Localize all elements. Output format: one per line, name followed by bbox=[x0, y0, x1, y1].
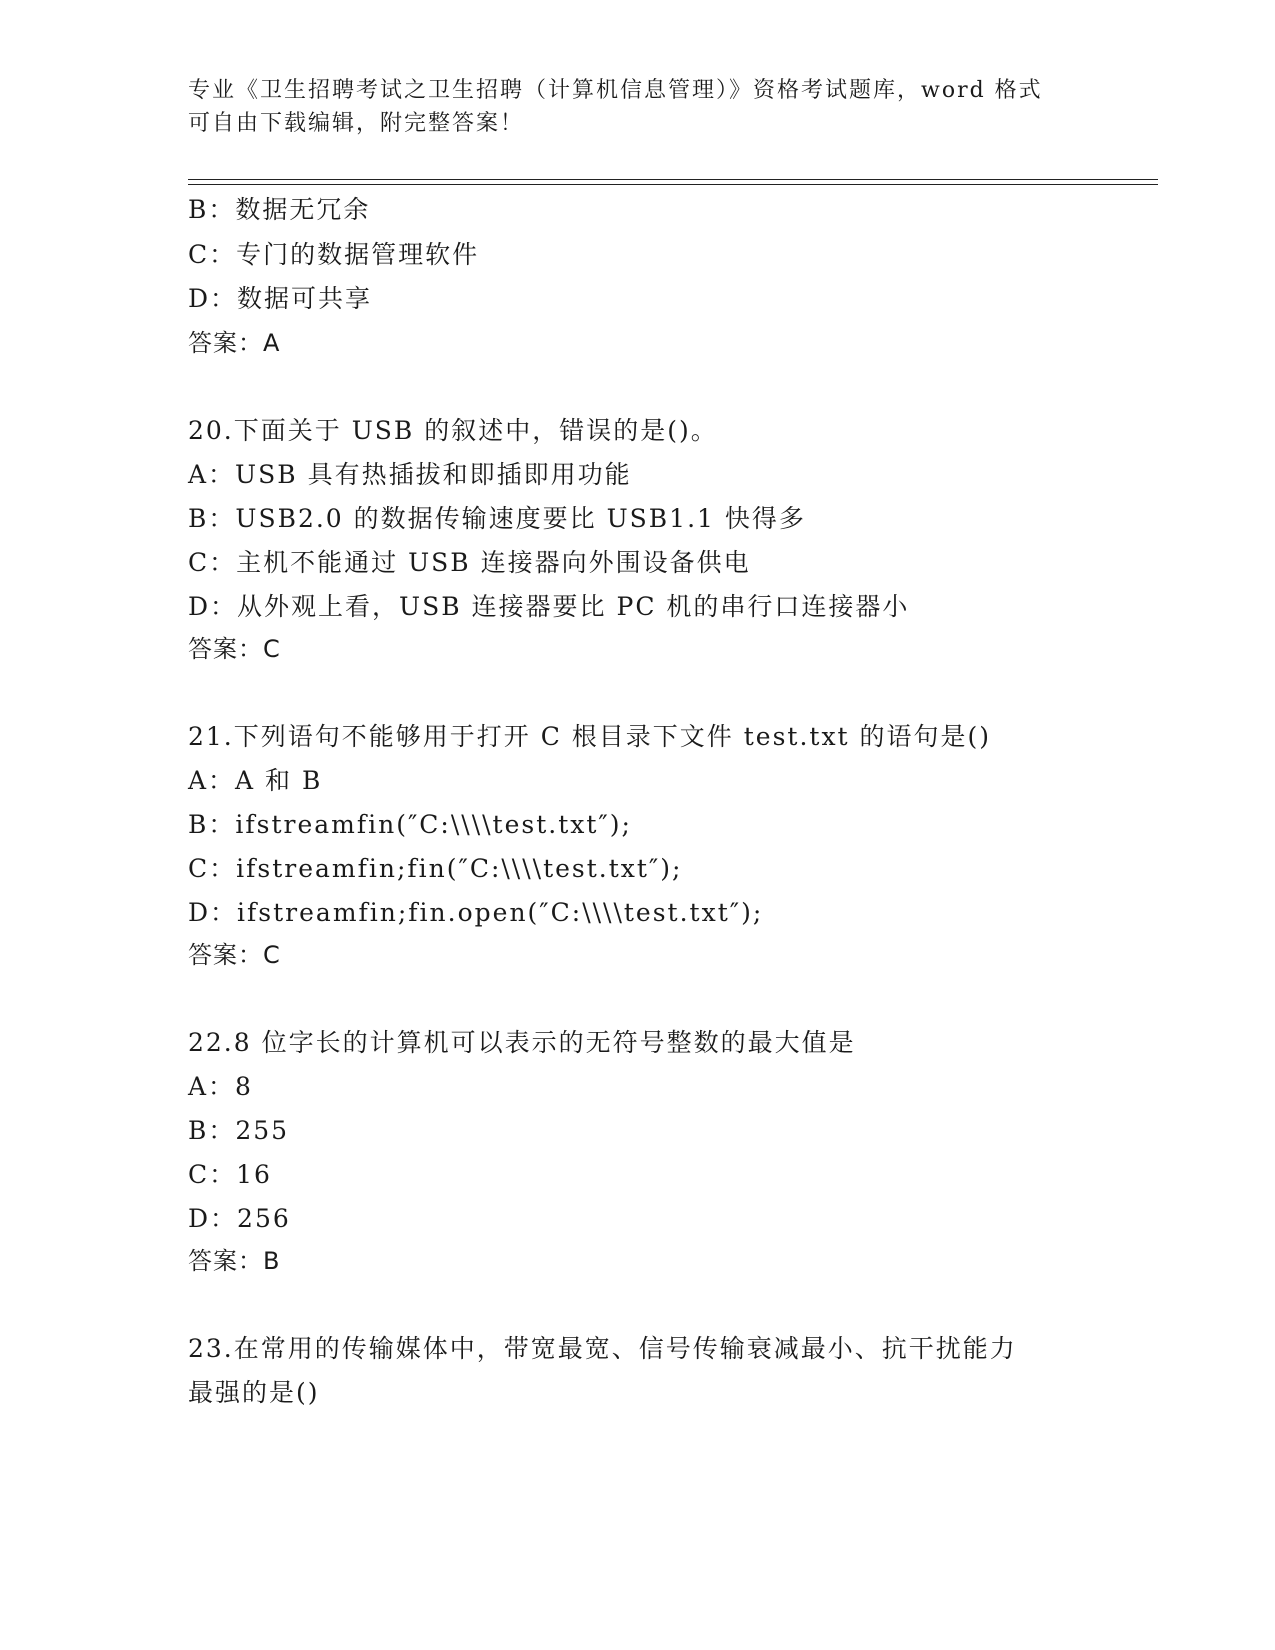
question-22-option-d: D：256 bbox=[188, 1204, 291, 1233]
question-23-stem-line-2: 最强的是() bbox=[188, 1378, 320, 1407]
header-line-2: 可自由下载编辑，附完整答案！ bbox=[188, 111, 525, 136]
document-header bbox=[188, 74, 1088, 140]
question-21-option-a: A：A 和 B bbox=[188, 766, 323, 795]
header-divider-top bbox=[188, 179, 1158, 180]
question-20-option-d: D：从外观上看，USB 连接器要比 PC 机的串行口连接器小 bbox=[188, 592, 910, 621]
question-22-option-a: A：8 bbox=[188, 1072, 253, 1101]
question-22-option-c: C：16 bbox=[188, 1160, 272, 1189]
question-21-answer: 答案：C bbox=[188, 941, 281, 969]
header-divider-bottom bbox=[188, 184, 1158, 185]
question-23-stem-line-1: 23.在常用的传输媒体中，带宽最宽、信号传输衰减最小、抗干扰能力 bbox=[188, 1334, 1017, 1363]
question-22-option-b: B：255 bbox=[188, 1116, 290, 1145]
prev-answer: 答案：A bbox=[188, 329, 281, 357]
question-20-option-c: C：主机不能通过 USB 连接器向外围设备供电 bbox=[188, 548, 751, 577]
question-21-option-c: C：ifstreamfin;fin(″C:\\\\test.txt″); bbox=[188, 854, 683, 883]
question-22-stem: 22.8 位字长的计算机可以表示的无符号整数的最大值是 bbox=[188, 1028, 856, 1057]
question-20-answer: 答案：C bbox=[188, 635, 281, 663]
question-22-answer: 答案：B bbox=[188, 1247, 281, 1275]
prev-option-d: D：数据可共享 bbox=[188, 284, 373, 313]
prev-option-c: C：专门的数据管理软件 bbox=[188, 240, 480, 269]
question-20-stem: 20.下面关于 USB 的叙述中，错误的是()。 bbox=[188, 416, 718, 445]
question-21-option-d: D：ifstreamfin;fin.open(″C:\\\\test.txt″); bbox=[188, 898, 764, 927]
prev-option-b: B：数据无冗余 bbox=[188, 195, 371, 224]
question-20-option-a: A：USB 具有热插拔和即插即用功能 bbox=[188, 460, 632, 489]
question-21-stem: 21.下列语句不能够用于打开 C 根目录下文件 test.txt 的语句是() bbox=[188, 722, 992, 751]
question-21-option-b: B：ifstreamfin(″C:\\\\test.txt″); bbox=[188, 810, 632, 839]
header-line-1: 专业《卫生招聘考试之卫生招聘（计算机信息管理）》资格考试题库，word 格式 bbox=[188, 78, 1043, 103]
question-20-option-b: B：USB2.0 的数据传输速度要比 USB1.1 快得多 bbox=[188, 504, 806, 533]
